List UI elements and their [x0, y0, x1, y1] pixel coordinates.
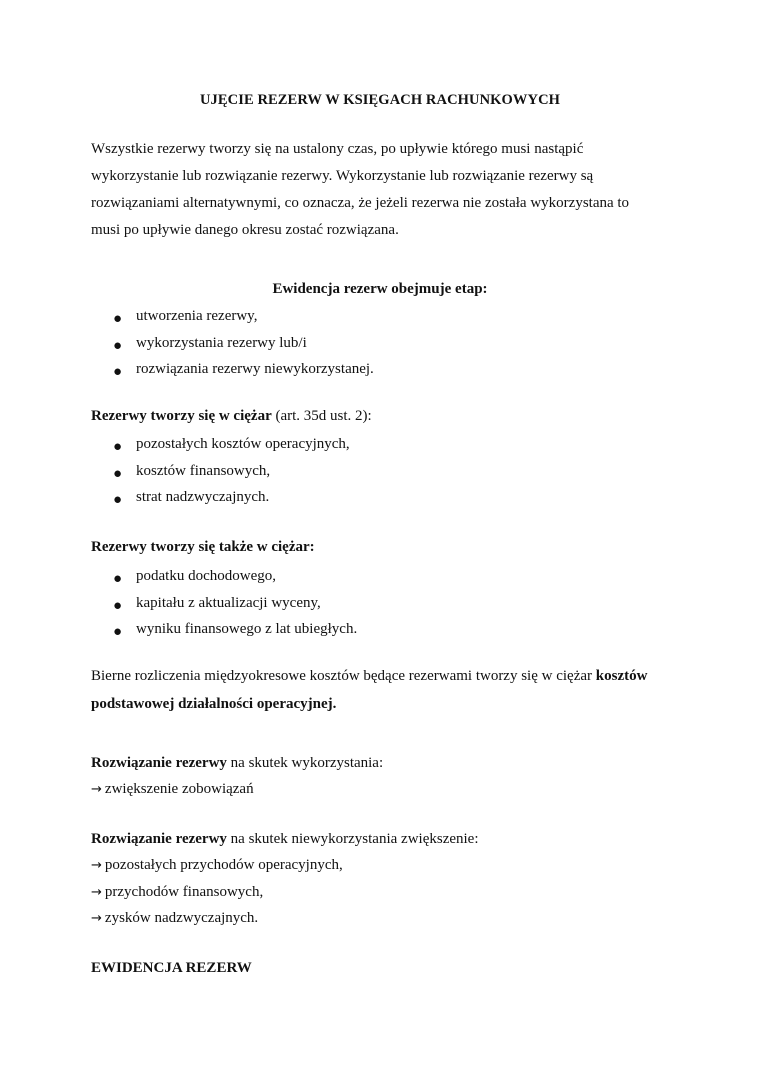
release-used-list [91, 779, 254, 806]
bullet-icon: ● [113, 624, 123, 640]
bullet-icon: ● [113, 337, 123, 354]
release-used-heading: Rozwiązanie rezerwy na skutek wykorzystania: [91, 755, 384, 771]
page-title: UJĘCIE REZERW W KSIĘGACH RACHUNKOWYCH [199, 92, 561, 108]
list-item: → zysków nadzwyczajnych. [91, 910, 259, 926]
release-unused-list [91, 855, 343, 935]
stages-heading: Ewidencja rezerw obejmuje etap: [272, 281, 488, 297]
bullet-icon: ● [113, 364, 123, 380]
list-item: → przychodów finansowych, [91, 883, 264, 900]
arrow-right-icon: → [91, 911, 102, 926]
list-item: → pozostałych przychodów operacyjnych, [91, 857, 343, 873]
intro-paragraph [91, 136, 671, 244]
bullet-icon: ● [113, 439, 123, 455]
list-item: ● podatku dochodowego, [113, 568, 276, 587]
arrow-right-icon: → [91, 884, 102, 900]
section-heading: EWIDENCJA REZERW [91, 960, 252, 976]
intro-line: rozwiązaniami alternatywnymi, co oznacza, że jeżeli rezerwa nie została wykorzystana to [91, 195, 630, 211]
list-item: ● rozwiązania rezerwy niewykorzystanej. [113, 361, 374, 380]
list-item: ● pozostałych kosztów operacyjnych, [113, 436, 350, 455]
arrow-right-icon: → [91, 858, 102, 873]
list-item: ● strat nadzwyczajnych. [113, 489, 270, 508]
intro-line: Wszystkie rezerwy tworzy się na ustalony czas, po upływie którego musi nastąpić [91, 141, 584, 157]
list-item: → zwiększenie zobowiązań [91, 781, 254, 797]
list-item: ● wyniku finansowego z lat ubiegłych. [113, 621, 358, 640]
intro-line: musi po upływie danego okresu zostać rozwiązana. [91, 222, 399, 238]
charges-also-list [91, 566, 357, 646]
bullet-icon: ● [113, 571, 123, 587]
charges-heading: Rezerwy tworzy się w ciężar (art. 35d ust. 2): [91, 408, 372, 424]
bullet-icon: ● [113, 492, 123, 508]
release-unused-heading: Rozwiązanie rezerwy na skutek niewykorzystania zwiększenie: [91, 831, 479, 847]
list-item: ● kosztów finansowych, [113, 462, 271, 482]
accruals-paragraph: Bierne rozliczenia międzyokresowe kosztów będące rezerwami tworzy się w ciężar kosztów podstawowej działalności operacyjnej. [91, 668, 648, 712]
bullet-icon: ● [113, 311, 123, 327]
stages-list [91, 306, 374, 386]
charges-list [91, 434, 350, 514]
arrow-right-icon: → [91, 782, 102, 797]
list-item: ● kapitału z aktualizacji wyceny, [113, 594, 321, 614]
list-item: ● wykorzystania rezerwy lub/i [113, 334, 307, 354]
intro-line: wykorzystanie lub rozwiązanie rezerwy. Wykorzystanie lub rozwiązanie rezerwy są [91, 168, 594, 184]
list-item: ● utworzenia rezerwy, [113, 308, 258, 327]
charges-also-heading: Rezerwy tworzy się także w ciężar: [91, 539, 315, 555]
bullet-icon: ● [113, 597, 123, 614]
bullet-icon: ● [113, 465, 123, 482]
